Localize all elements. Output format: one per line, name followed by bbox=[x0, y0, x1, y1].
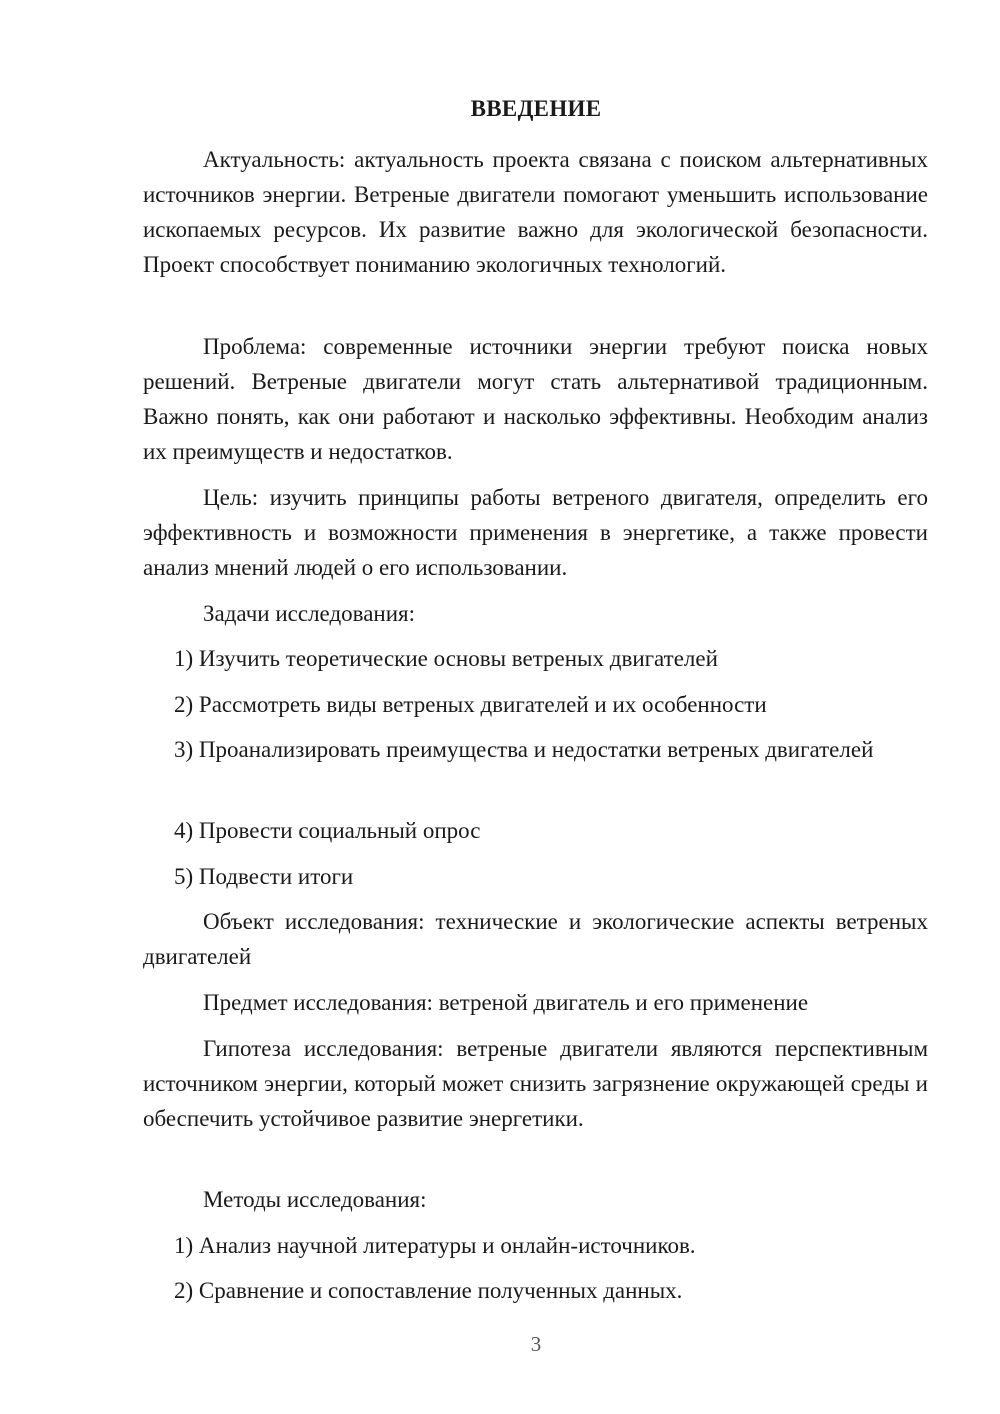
task-item-block bbox=[143, 641, 928, 676]
page-number: 3 bbox=[530, 1332, 542, 1356]
goal-paragraph-block bbox=[143, 480, 928, 585]
task-item: 3) Проанализировать преимущества и недостатки ветреных двигателей bbox=[174, 737, 874, 762]
task-item-block bbox=[143, 859, 928, 894]
methods-heading: Методы исследования: bbox=[203, 1187, 427, 1212]
page-title: ВВЕДЕНИЕ bbox=[470, 96, 602, 121]
subject-paragraph-block bbox=[143, 985, 928, 1020]
method-item: 1) Анализ научной литературы и онлайн-источников. bbox=[174, 1233, 696, 1258]
object-paragraph: Объект исследования: технические и экологические аспекты ветреных двигателей bbox=[143, 909, 928, 969]
tasks-heading: Задачи исследования: bbox=[203, 601, 416, 626]
task-item: 2) Рассмотреть виды ветреных двигателей и их особенности bbox=[174, 692, 767, 717]
methods-heading-block bbox=[143, 1182, 928, 1217]
problem-paragraph: Проблема: современные источники энергии требуют поиска новых решений. Ветреные двигатели могут стать альтернативой традиционным. Важно понять, как они работают и насколько эффективны. Необходим анализ их преимуществ и недостатков. bbox=[143, 334, 928, 464]
task-item: 1) Изучить теоретические основы ветреных двигателей bbox=[174, 646, 718, 671]
task-item-block bbox=[143, 687, 928, 722]
task-item-block bbox=[143, 813, 928, 848]
problem-paragraph-block bbox=[143, 329, 928, 469]
tasks-heading-block bbox=[143, 596, 928, 631]
goal-paragraph: Цель: изучить принципы работы ветреного двигателя, определить его эффективность и возможности применения в энергетике, а также провести анализ мнений людей о его использовании. bbox=[143, 485, 928, 580]
subject-paragraph: Предмет исследования: ветреной двигатель и его применение bbox=[203, 990, 809, 1015]
hypothesis-paragraph-block bbox=[143, 1031, 928, 1136]
task-item: 4) Провести социальный опрос bbox=[174, 818, 481, 843]
task-item-block bbox=[143, 732, 928, 767]
hypothesis-paragraph: Гипотеза исследования: ветреные двигатели являются перспективным источником энергии, который может снизить загрязнение окружающей среды и обеспечить устойчивое развитие энергетики. bbox=[143, 1036, 928, 1131]
relevance-paragraph: Актуальность: актуальность проекта связана с поиском альтернативных источников энергии. Ветреные двигатели помогают уменьшить использование ископаемых ресурсов. Их развитие важно для экологической безопасности. Проект способствует пониманию экологичных технологий. bbox=[143, 147, 928, 277]
task-item: 5) Подвести итоги bbox=[174, 864, 354, 889]
method-item-block bbox=[143, 1228, 928, 1263]
object-paragraph-block bbox=[143, 904, 928, 974]
method-item-block bbox=[143, 1273, 928, 1308]
method-item: 2) Сравнение и сопоставление полученных данных. bbox=[174, 1278, 683, 1303]
relevance-paragraph-block bbox=[143, 142, 928, 282]
